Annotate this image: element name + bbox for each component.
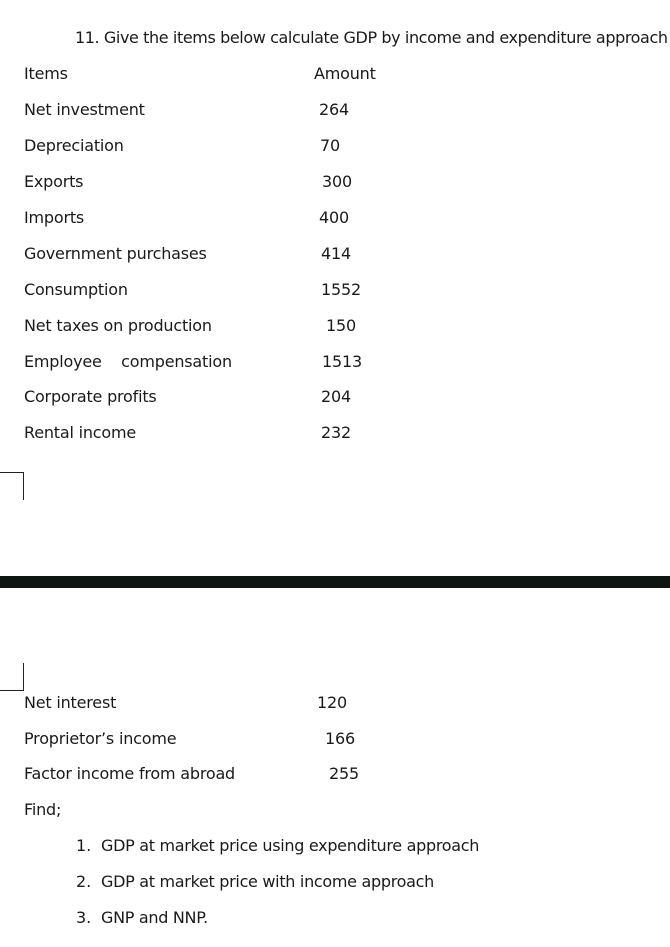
row-label-net-taxes: Net taxes on production: [24, 316, 212, 335]
row-label-imports: Imports: [24, 208, 85, 227]
row-value-net-investment: 264: [319, 100, 349, 119]
row-value-depreciation: 70: [320, 136, 340, 155]
page-break-divider: [0, 576, 670, 588]
row-label-exports: Exports: [24, 172, 84, 191]
row-value-factor-income-abroad: 255: [329, 764, 359, 783]
question-title: 11. Give the items below calculate GDP by income and expenditure approach: [75, 28, 668, 47]
find-item-number: 3.: [76, 908, 92, 927]
row-value-net-interest: 120: [317, 693, 347, 712]
row-label-government-purchases: Government purchases: [24, 244, 207, 263]
page-corner-mark-top: [0, 472, 24, 500]
row-value-proprietors-income: 166: [325, 729, 355, 748]
row-value-rental-income: 232: [321, 423, 351, 442]
row-value-consumption: 1552: [321, 280, 361, 299]
row-label-consumption: Consumption: [24, 280, 128, 299]
column-header-items: Items: [24, 64, 68, 83]
page-corner-mark-bottom: [0, 663, 24, 691]
row-label-proprietors-income: Proprietor’s income: [24, 729, 177, 748]
row-label-corporate-profits: Corporate profits: [24, 387, 157, 406]
find-label: Find;: [24, 800, 62, 819]
row-label-rental-income: Rental income: [24, 423, 136, 442]
row-value-net-taxes: 150: [326, 316, 356, 335]
row-value-employee-compensation: 1513: [322, 352, 362, 371]
find-item-number: 1.: [76, 836, 92, 855]
row-label-employee-compensation: Employee compensation: [24, 352, 232, 371]
row-label-depreciation: Depreciation: [24, 136, 124, 155]
row-value-exports: 300: [322, 172, 352, 191]
row-value-government-purchases: 414: [321, 244, 351, 263]
row-value-imports: 400: [319, 208, 349, 227]
row-label-net-investment: Net investment: [24, 100, 145, 119]
find-item-number: 2.: [76, 872, 92, 891]
find-item-text: GDP at market price with income approach: [101, 872, 434, 891]
find-item-text: GDP at market price using expenditure approach: [101, 836, 480, 855]
column-header-amount: Amount: [314, 64, 376, 83]
row-label-net-interest: Net interest: [24, 693, 117, 712]
find-item-text: GNP and NNP.: [101, 908, 208, 927]
row-label-factor-income-abroad: Factor income from abroad: [24, 764, 236, 783]
row-value-corporate-profits: 204: [321, 387, 351, 406]
